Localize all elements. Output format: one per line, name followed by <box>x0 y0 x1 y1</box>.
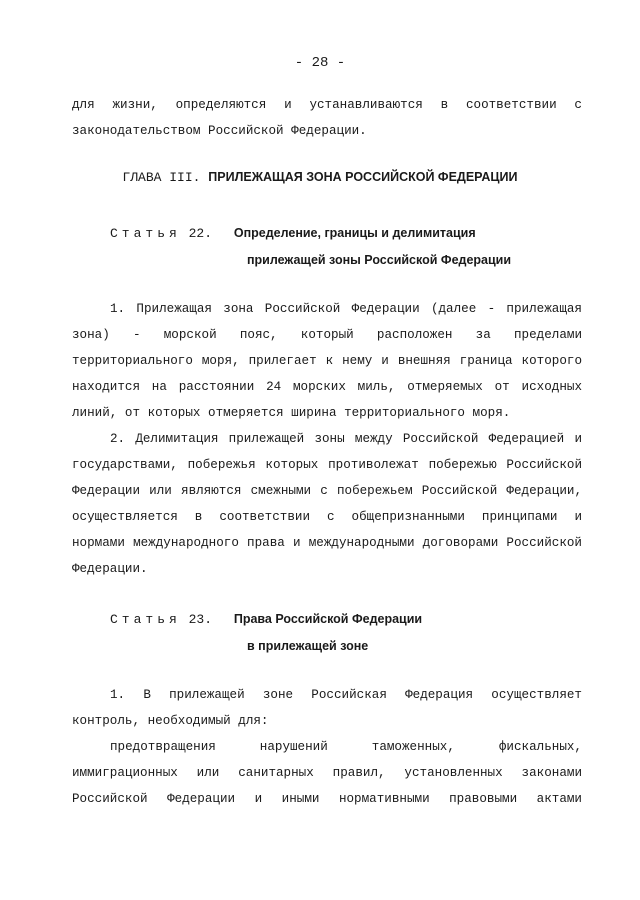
text-line: нормами международного права и международными договорами Российской <box>72 536 582 550</box>
intro-paragraph <box>72 92 582 144</box>
text-line: для жизни, определяются и устанавливаются в соответствии с <box>72 98 582 112</box>
text-line: иммиграционных или санитарных правил, установленных законами <box>72 766 582 780</box>
article-number: 23. <box>188 612 213 627</box>
text-line: зона) - морской пояс, который расположен за пределами <box>72 328 582 342</box>
text-line: контроль, необходимый для: <box>72 714 269 728</box>
chapter-title: ПРИЛЕЖАЩАЯ ЗОНА РОССИЙСКОЙ ФЕДЕРАЦИИ <box>208 170 518 184</box>
text-line: Федерации. <box>72 562 148 576</box>
text-line: государствами, побережья которых противолежат побережью Российской <box>72 458 582 472</box>
text-line: Российской Федерации и иными нормативными правовыми актами <box>72 792 582 806</box>
text-line: линий, от которых отмеряется ширина территориального моря. <box>72 406 511 420</box>
article-22-heading <box>110 220 580 273</box>
article-title-line1: Права Российской Федерации <box>233 612 423 626</box>
page-number: - 28 - <box>294 55 346 71</box>
text-line: находится на расстоянии 24 морских миль, отмеряемых от исходных <box>72 380 582 394</box>
article-lead: Статья <box>110 612 181 627</box>
article-23-heading <box>110 606 580 659</box>
text-line: осуществляется в соответствии с общепризнанными принципами и <box>72 510 582 524</box>
article-22-paragraph-2 <box>72 426 582 582</box>
article-number: 22. <box>188 226 213 241</box>
article-23-paragraph-2 <box>72 734 582 812</box>
article-title-line2: в прилежащей зоне <box>247 639 369 653</box>
chapter-label: ГЛАВА III. <box>122 170 201 185</box>
article-lead: Статья <box>110 226 181 241</box>
article-22-paragraph-1 <box>72 296 582 426</box>
article-title-line2: прилежащей зоны Российской Федерации <box>247 253 512 267</box>
article-23-paragraph-1 <box>72 682 582 734</box>
text-line: 1. В прилежащей зоне Российская Федерация осуществляет <box>110 688 582 702</box>
text-line: территориального моря, прилегает к нему и внешняя граница которого <box>72 354 582 368</box>
text-line: 1. Прилежащая зона Российской Федерации (далее - прилежащая <box>110 302 582 316</box>
text-line: 2. Делимитация прилежащей зоны между Российской Федерацией и <box>110 432 582 446</box>
text-line: предотвращения нарушений таможенных, фискальных, <box>110 740 582 754</box>
article-title-line1: Определение, границы и делимитация <box>233 226 476 240</box>
text-line: Федерации или являются смежными с побережьем Российской Федерации, <box>72 484 582 498</box>
text-line: законодательством Российской Федерации. <box>72 124 367 138</box>
chapter-heading <box>0 170 640 185</box>
